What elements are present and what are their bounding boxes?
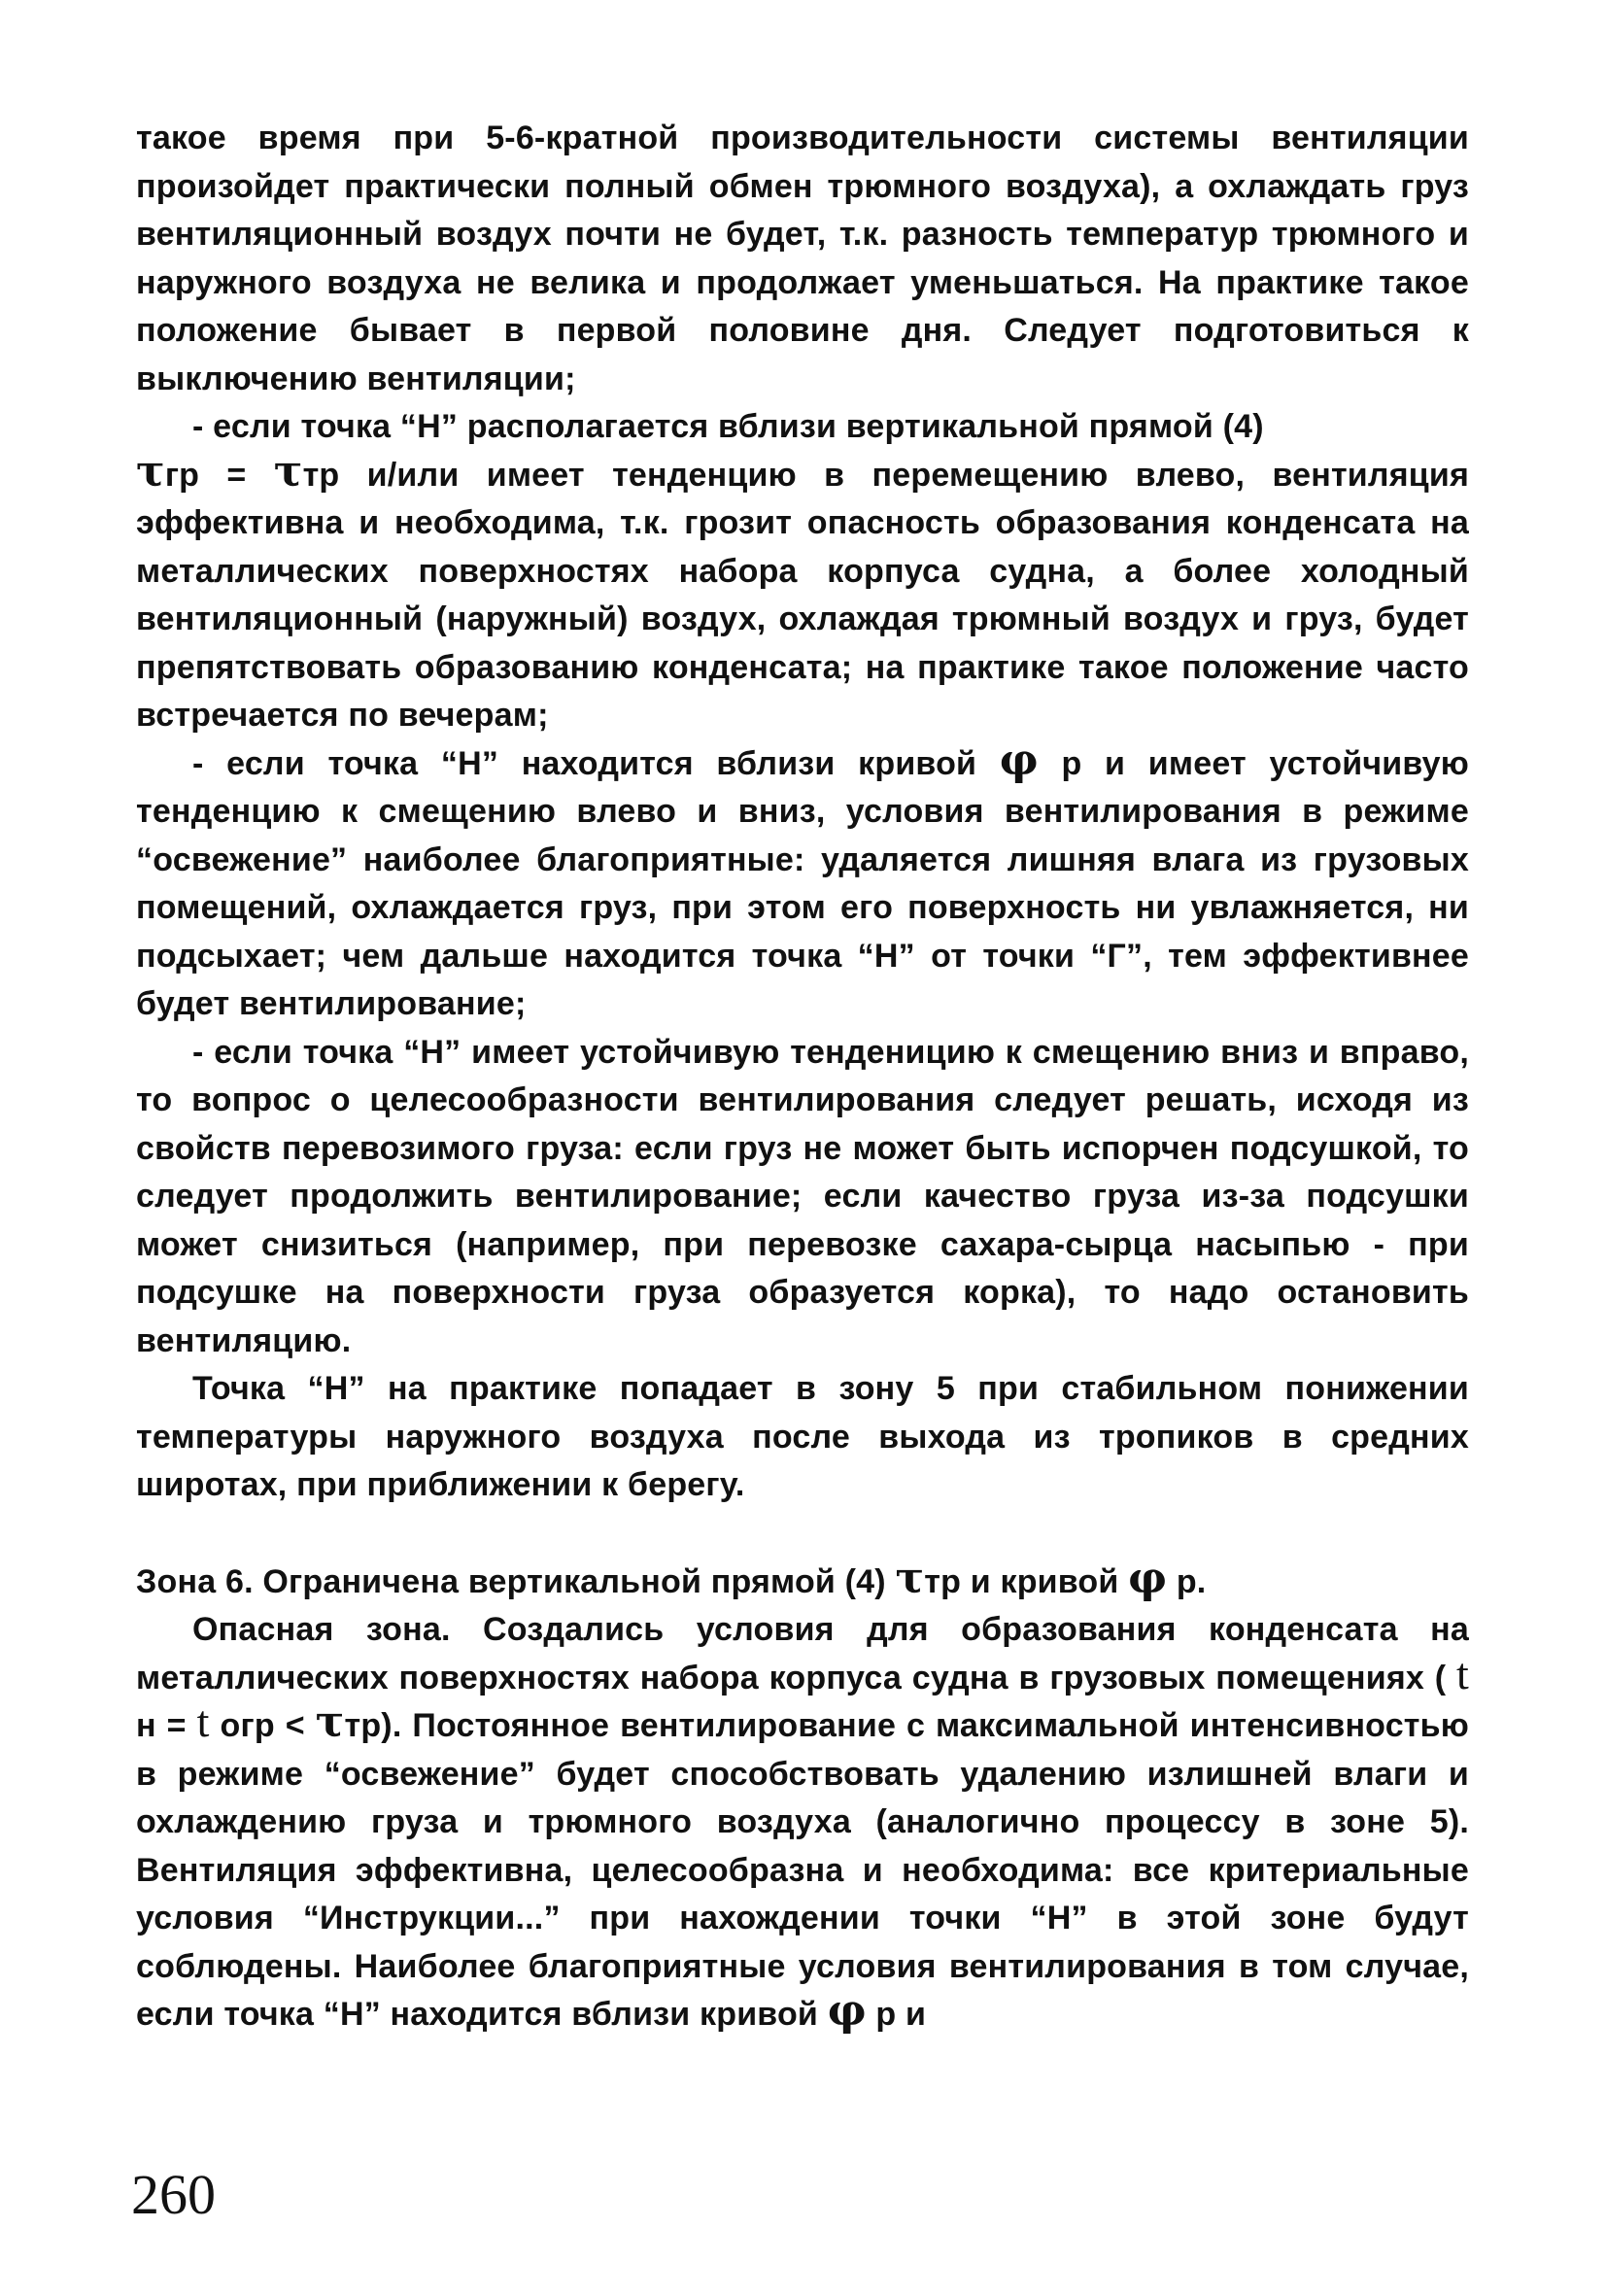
paragraph-6-part-d: тр). Постоянное вентилирование с максимальной интенсивностью в режиме “освежение” будет способствовать удалению излишней влаги и охлаждению груза и трюмного воздуха (аналогично процессу в зоне 5). Вентиляция эффективна, целесообразна и необходима: все критериальные условия “Инструкции...” при нахождении точки “Н” в этой зоне будут соблюдены. Наиболее благоприятные условия вентилирования в том случае, если точка “Н” находится вблизи кривой [136,1707,1469,2033]
paragraph-6-part-c: огр < [209,1707,316,1744]
paragraph-2-part-b: гр = [164,456,274,494]
paragraph-1: такое время при 5-6-кратной производительности системы вентиляции произойдет практически полный обмен трюмного воздуха), а охлаждать груз вентиляционный воздух почти не будет, т.к. разность температур трюмного и наружного воздуха не велика и продолжает уменьшаться. На практике такое положение бывает в первой половине дня. Следует подготовиться к выключению вентиляции; [136,120,1469,397]
paragraph-3-part-a: - если точка “Н” находится вблизи кривой [192,744,1000,782]
zone-6-heading [136,1553,1469,1607]
tau-symbol: τ [136,446,165,497]
t-symbol: t [196,1696,210,1746]
paragraph-2 [136,403,1469,740]
paragraph-2-part-c: тр и/или имеет тенденцию в перемещению влево, вентиляция эффективна и необходима, т.к. грозит опасность образования конденсата на металлических поверхностях набора корпуса судна, а более холодный вентиляционный (наружный) воздух, охлаждая трюмный воздух и груз, будет препятствовать образованию конденсата; на практике такое положение часто встречается по вечерам; [136,456,1469,734]
paragraph-2-part-a: - если точка “Н” располагается вблизи вертикальной прямой (4) [192,408,1264,445]
paragraph-3-part-b: р и имеет устойчивую тенденцию к смещению влево и вниз, условия вентилирования в режиме “освежение” наиболее благоприятные: удаляется лишняя влага из грузовых помещений, охлаждается груз, при этом его поверхность ни увлажняется, ни подсыхает; чем дальше находится точка “Н” от точки “Г”, тем эффективнее будет вентилирование; [136,744,1469,1022]
section-gap [136,1510,1469,1559]
paragraph-6-part-b: н = [136,1707,197,1744]
paragraph-6-part-a: Опасная зона. Создались условия для образования конденсата на металлических поверхностях набора корпуса судна в грузовых помещениях ( [136,1611,1469,1696]
paragraph-6-part-e: р и [866,1996,927,2033]
zone-6-part-b: тр и кривой [924,1562,1129,1600]
tau-symbol: τ [273,446,303,497]
page-number: 260 [131,2163,216,2226]
paragraph-3 [136,735,1469,1029]
phi-symbol: φ [1128,1553,1168,1603]
zone-6-label: Зона 6. [136,1562,254,1600]
zone-6-part-c: р. [1167,1562,1207,1600]
phi-symbol: φ [999,735,1039,785]
paragraph-5: Точка “Н” на практике попадает в зону 5 при стабильном понижении температуры наружного воздуха после выхода из тропиков в средних широтах, при приближении к берегу. [136,1370,1469,1503]
phi-symbol: φ [827,1986,867,2036]
paragraph-6 [136,1606,1469,2039]
tau-symbol: τ [315,1697,345,1747]
t-symbol: t [1456,1648,1469,1698]
zone-6-part-a: Ограничена вертикальной прямой (4) [253,1562,896,1600]
paragraph-4: - если точка “Н” имеет устойчивую тенденицию к смещению вниз и вправо, то вопрос о целесообразности вентилирования следует решать, исходя из свойств перевозимого груза: если груз не может быть испорчен подсушкой, то следует продолжить вентилирование; если качество груза из-за подсушки может снизиться (например, при перевозке сахара-сырца насыпью - при подсушке на поверхности груза образуется корка), то надо остановить вентиляцию. [136,1033,1469,1359]
page-body [136,115,1469,2039]
tau-symbol: τ [895,1553,925,1603]
